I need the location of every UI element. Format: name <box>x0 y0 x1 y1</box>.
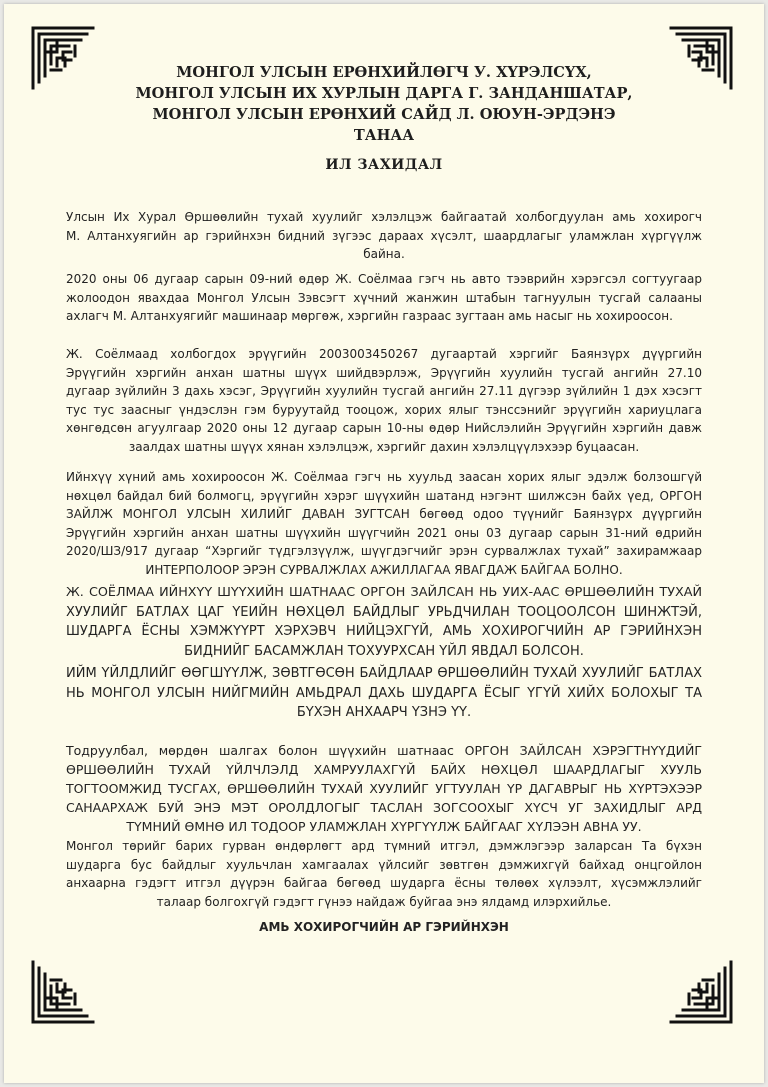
paragraph-line: Улсын Их Хурал Өршөөлийн тухай хуулийг хэлэлцэж байгаатай холбогдуулан амь хохирогч <box>66 210 702 224</box>
paragraph-line: Ж. Соёлмаад холбогдох эрүүгийн 2003003450267 дугаартай хэргийг Баянзүрх дүүргийн <box>66 347 702 361</box>
addressee-line: МОНГОЛ УЛСЫН ИХ ХУРЛЫН ДАРГА Г. ЗАНДАНШАТАР, <box>135 85 633 102</box>
paragraph-line: Ийнхүү хүний амь хохироосон Ж. Соёлмаа гэгч нь хуульд заасан хорих ялыг эдэлж болзошгүй <box>66 470 702 484</box>
paragraph-line: Тодруулбал, мөрдөн шалгах болон шүүхийн шатнаас ОРГОН ЗАЙЛСАН ХЭРЭГТНҮҮДИЙГ <box>66 743 702 758</box>
paragraph-line: шударга бус байдлыг хуульчлан хамгаалах үйлсийг зөвтгөн дэмжихгүй байхад онцгойлон <box>66 857 702 872</box>
paragraph-line: талаар болгохгүй гэдэгт гүнээ найдаж буйгаа энэ ялдамд илэрхийлье. <box>156 894 612 909</box>
paragraph-line: 2020 оны 06 дугаар сарын 09-ний өдөр Ж. Соёлмаа гэгч нь авто тээврийн хэрэгсэл согтуугаар <box>66 272 702 286</box>
paragraph-line: САНААРХАЖ БУЙ ЭНЭ МЭТ ОРОЛДЛОГЫГ ТАСЛАН ЗОГСООХЫГ ХҮСЧ УГ ЗАХИДЛЫГ АРД <box>66 800 702 815</box>
paragraph-line: ӨРШӨӨЛИЙН ТУХАЙ ҮЙЛЧЛЭЛД ХАМРУУЛАХГҮЙ БАЙХ НӨХЦӨЛ ШААРДЛАГЫГ ХУУЛЬ <box>66 762 702 777</box>
paragraph-court-case <box>66 345 702 456</box>
document-title: ИЛ ЗАХИДАЛ <box>325 157 443 173</box>
paragraph-request <box>66 741 702 836</box>
paragraph-line: Эрүүгийн хэргийн анхан шатны шүүхийн шүүгчийн 2021 оны 03 дугаар сарын 31-ний өдрийн <box>66 525 702 540</box>
paragraph-line: байна. <box>363 247 405 261</box>
paragraph-line: Ж. СОЁЛМАА ИЙНХҮҮ ШҮҮХИЙН ШАТНААС ОРГОН ЗАЙЛСАН НЬ УИХ-ААС ӨРШӨӨЛИЙН ТУХАЙ <box>66 585 702 600</box>
addressee-line: МОНГОЛ УЛСЫН ЕРӨНХИЙ САЙД Л. ОЮУН-ЭРДЭНЭ <box>152 106 616 123</box>
paragraph-line: тус тус заасныг үндэслэн гэм буруутайд тооцож, хорих ялыг тэнссэнийг эрүүгийн хариуцлага <box>66 402 702 417</box>
paragraph-line: БҮХЭН АНХААРЧ ҮЗНЭ ҮҮ. <box>296 705 472 720</box>
paragraph-line: дугаар зүйлийн 3 дахь хэсэг, Эрүүгийн хуулийн тусгай ангийн 27.11 дүгээр зүйлийн 1 дэх хэсэгт <box>66 384 702 398</box>
paragraph-line: ХУУЛИЙГ БАТЛАХ ЦАГ ҮЕИЙН НӨХЦӨЛ БАЙДЛЫГ УРЬДЧИЛАН ТООЦООЛСОН ШИНЖТЭЙ, <box>66 604 702 620</box>
paragraph-escape <box>66 468 702 579</box>
paragraph-line: заалдах шатны шүүх хянан хэлэлцэж, хэргийг дахин хэлэлцүүлэхээр буцаасан. <box>128 439 640 454</box>
paragraph-line: ШУДАРГА ЁСНЫ ХЭМЖҮҮРТ ХЭРХЭВЧ НИЙЦЭХГҮЙ, АМЬ ХОХИРОГЧИЙН АР ГЭРИЙНХЭН <box>66 624 702 639</box>
corner-ornament-bottom-left-icon <box>31 960 95 1024</box>
paragraph-line: НЬ МОНГОЛ УЛСЫН НИЙГМИЙН АМЬДРАЛ ДАХЬ ШУДАРГА ЁСЫГ ҮГҮЙ ХИЙХ БОЛОХЫГ ТА <box>66 685 702 701</box>
paragraph-line: ЗАЙЛЖ МОНГОЛ УЛСЫН ХИЛИЙГ ДАВАН ЗУГТСАН бөгөөд одоо түүнийг Баянзүрх дүүргийн <box>66 507 702 521</box>
paragraph-line: ИНТЕРПОЛООР ЭРЭН СУРВАЛЖЛАХ АЖИЛЛАГАА ЯВАГДАЖ БАЙГАА БОЛНО. <box>145 562 623 577</box>
paragraph-closing <box>66 837 702 911</box>
paragraph-line: М. Алтанхуягийн ар гэрийнхэн бидний зүгээс дараах хүсэлт, шаардлагыг уламжлан хүргүүлж <box>66 228 702 243</box>
paragraph-line: ахлагч М. Алтанхуягийг машинаар мөргөж, хэргийн газраас зугтаан амь насыг нь хохироосон. <box>66 309 673 323</box>
paragraph-statement <box>66 583 702 661</box>
paragraph-line: Монгол төрийг барих гурван өндөрлөгт ард түмний итгэл, дэмжлэгээр заларсан Та бүхэн <box>66 839 702 853</box>
signature: АМЬ ХОХИРОГЧИЙН АР ГЭРИЙНХЭН <box>259 920 509 934</box>
addressee-line: МОНГОЛ УЛСЫН ЕРӨНХИЙЛӨГЧ У. ХҮРЭЛСҮХ, <box>176 64 592 81</box>
paragraph-line: БИДНИЙГ БАСАМЖЛАН ТОХУУРХСАН ҮЙЛ ЯВДАЛ БОЛСОН. <box>184 643 584 659</box>
paragraph-line: нөхцөл байдал бий болмогц, эрүүгийн хэрэг шүүхийн шатанд нэгэнт шилжсэн байх үед, ОРГОН <box>66 488 702 503</box>
paragraph-incident <box>66 270 702 326</box>
addressee-block <box>0 62 768 146</box>
paragraph-line: ТОГТООМЖИД ТУСГАХ, ӨРШӨӨЛИЙН ТУХАЙ ХУУЛИЙГ УГТУУЛАН ҮР ДАГАВРЫГ НЬ ХҮРТЭХЭЭР <box>66 781 702 796</box>
corner-ornament-bottom-right-icon <box>669 960 733 1024</box>
paragraph-line: хөнгөдсөн агуулгаар 2020 оны 12 дугаар сарын 10-ны өдөр Нийслэлийн Эрүүгийн хэргийн давж <box>66 421 702 435</box>
addressee-line: ТАНАА <box>353 127 415 144</box>
paragraph-warning <box>66 664 702 723</box>
paragraph-line: ИЙМ ҮЙЛДЛИЙГ ӨӨГШҮҮЛЖ, ЗӨВТГӨСӨН БАЙДЛААР ӨРШӨӨЛИЙН ТУХАЙ ХУУЛИЙГ БАТЛАХ <box>66 666 702 681</box>
paragraph-intro <box>66 208 702 264</box>
paragraph-line: Эрүүгийн хэргийн анхан шатны шүүх шийдвэрлэж, Эрүүгийн хуулийн тусгай ангийн 27.10 <box>66 365 702 380</box>
paragraph-line: ТҮМНИЙ ӨМНӨ ИЛ ТОДООР УЛАМЖЛАН ХҮРГҮҮЛЖ БАЙГААГ ХҮЛЭЭН АВНА УУ. <box>126 819 642 834</box>
paragraph-line: анхаарна гэдэгт итгэл дүүрэн байгаа бөгөөд шударга ёсны төлөөх хүлээлт, хүсэмжлэлийг <box>66 876 702 890</box>
paragraph-line: жолоодон явахдаа Монгол Улсын Зэвсэгт хүчний жанжин штабын тагнуулын тусгай салааны <box>66 290 702 305</box>
paragraph-line: 2020/ШЗ/917 дугаар “Хэргийг түдгэлзүүлж, шүүгдэгчийг эрэн сурвалжлах тухай” захирамжаар <box>66 544 702 558</box>
